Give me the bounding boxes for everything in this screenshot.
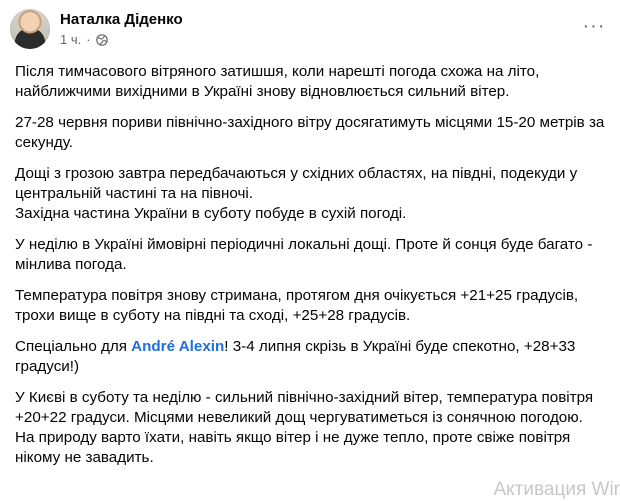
more-options-button[interactable]: ··· bbox=[582, 14, 606, 37]
text-segment: ! 3-4 липня скрізь в Україні буде спекотно, +28+33 градуси!) bbox=[15, 338, 576, 375]
paragraph: 27-28 червня пориви північно-західного вітру досягатимуть місцями 15-20 метрів за секунду. bbox=[15, 114, 605, 151]
paragraph bbox=[15, 164, 613, 224]
paragraph-line: У Києві в суботу та неділю - сильний північно-західний вітер, температура повітря +20+22 градуси. Місцями невеликий дощ чергуватиметься із сонячною погодою. bbox=[15, 389, 594, 426]
post-header bbox=[10, 9, 183, 49]
paragraph: Температура повітря знову стримана, протягом дня очікується +21+25 градусів, трохи вище в суботу на півдні та сході, +25+28 градусів. bbox=[15, 287, 579, 324]
windows-activation-watermark: Активация Wir bbox=[493, 479, 620, 500]
avatar[interactable] bbox=[10, 9, 50, 49]
text-segment: Спеціально для bbox=[15, 338, 132, 355]
author-name[interactable]: Наталка Діденко bbox=[60, 11, 183, 28]
post-time[interactable]: 1 ч. bbox=[60, 32, 82, 47]
post-body bbox=[15, 62, 613, 479]
post-subline bbox=[60, 32, 183, 48]
paragraph bbox=[15, 337, 613, 377]
paragraph: У неділю в Україні ймовірні періодичні локальні дощі. Проте й сонця буде багато - мінлива погода. bbox=[15, 236, 593, 273]
paragraph bbox=[15, 388, 613, 468]
paragraph: Після тимчасового вітряного затишшя, коли нарешті погода схожа на літо, найближчими вихідними в Україні знову відновлюється сильний вітер. bbox=[15, 63, 540, 100]
paragraph-line: Дощі з грозою завтра передбачаються у східних областях, на півдні, подекуди у центральній частині та на півночі. bbox=[15, 165, 578, 202]
globe-icon[interactable] bbox=[96, 34, 108, 46]
paragraph-line: На природу варто їхати, навіть якщо вітер і не дуже тепло, проте свіже повітря нікому не завадить. bbox=[15, 429, 571, 466]
paragraph-line: Західна частина України в суботу побуде в сухій погоді. bbox=[15, 205, 407, 222]
post-meta bbox=[60, 9, 183, 48]
separator-dot: · bbox=[86, 32, 91, 47]
mention-link[interactable]: André Alexin bbox=[131, 338, 225, 355]
